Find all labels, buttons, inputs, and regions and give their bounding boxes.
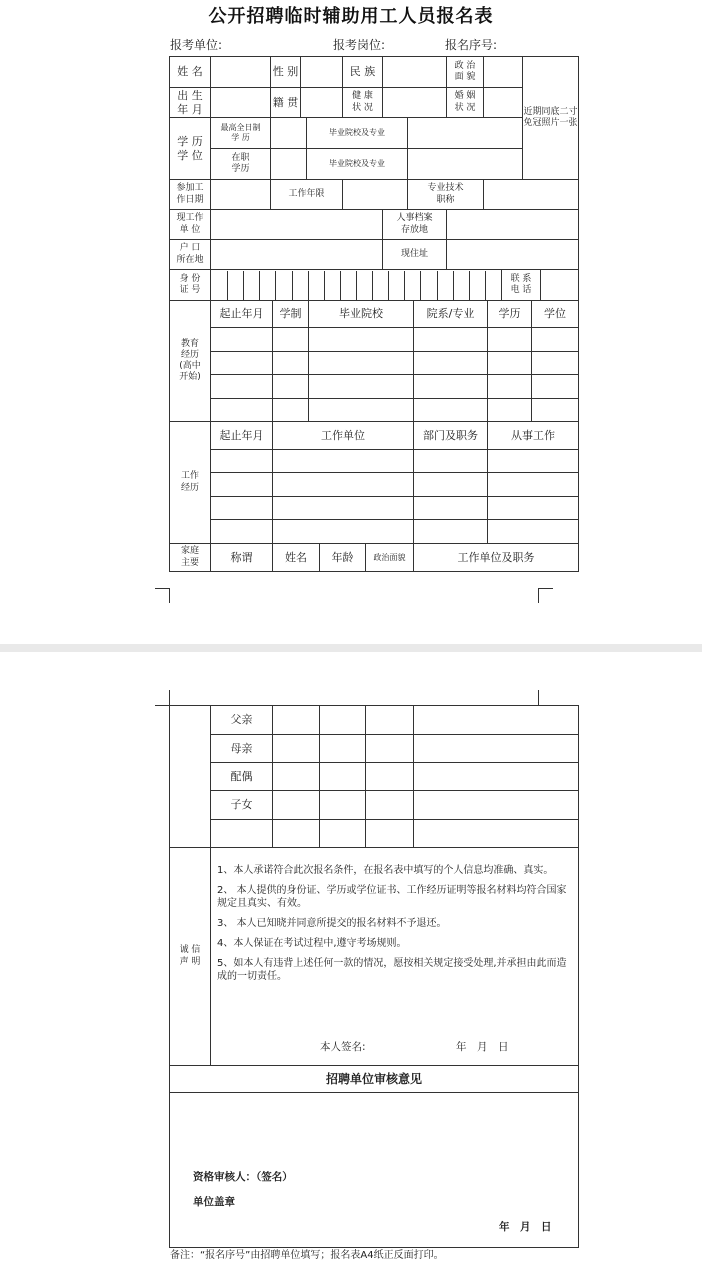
id-number-field[interactable] — [211, 270, 502, 301]
reviewer-label: 资格审核人：（签名） — [193, 1171, 293, 1183]
id-digit-boxes — [211, 271, 501, 300]
marital-field[interactable] — [484, 88, 523, 118]
current-unit-field[interactable] — [211, 210, 383, 240]
cell[interactable] — [273, 706, 320, 735]
cell[interactable] — [366, 763, 414, 791]
school-major-field-1[interactable] — [408, 118, 523, 149]
cell[interactable] — [273, 735, 320, 763]
current-unit-label: 现工作 单 位 — [170, 210, 211, 240]
work-date-label: 参加工 作日期 — [170, 180, 211, 210]
cell[interactable] — [414, 820, 579, 848]
edu-col-edu: 学历 — [488, 301, 532, 328]
form-title: 公开招聘临时辅助用工人员报名表 — [208, 6, 494, 27]
cell[interactable] — [273, 375, 309, 399]
unit-seal-label: 单位盖章 — [193, 1196, 235, 1208]
cell[interactable] — [309, 399, 414, 422]
health-label: 健 康 状 况 — [343, 88, 383, 118]
cell[interactable] — [414, 399, 488, 422]
cell[interactable] — [414, 450, 488, 473]
cell[interactable] — [320, 735, 366, 763]
cell[interactable] — [488, 520, 579, 544]
declaration-item-2: 2、 本人提供的身份证、学历或学位证书、工作经历证明等报名材料均符合国家规定且真实、有效。 — [217, 885, 567, 909]
family-col-relation: 称谓 — [211, 544, 273, 572]
work-col-unit: 工作单位 — [273, 422, 414, 450]
family-col-unit: 工作单位及职务 — [414, 544, 579, 572]
cell[interactable] — [414, 706, 579, 735]
school-major-label-2: 毕业院校及专业 — [307, 149, 408, 180]
table-row — [170, 520, 579, 544]
fulltime-edu-field[interactable] — [271, 118, 307, 149]
table-row — [170, 473, 579, 497]
declaration-item-3: 3、 本人已知晓并同意所提交的报名材料不予退还。 — [217, 918, 447, 929]
cell[interactable] — [273, 791, 320, 820]
archive-field[interactable] — [447, 210, 579, 240]
health-field[interactable] — [383, 88, 447, 118]
edu-col-major: 院系/专业 — [414, 301, 488, 328]
relation-spouse: 配偶 — [211, 763, 273, 791]
review-date: 年 月 日 — [499, 1221, 552, 1233]
fulltime-edu-label: 最高全日制 学 历 — [211, 118, 271, 149]
onjob-edu-label: 在职 学历 — [211, 149, 271, 180]
table-row — [170, 375, 579, 399]
edu-col-school: 毕业院校 — [309, 301, 414, 328]
birth-field[interactable] — [211, 88, 271, 118]
edu-col-degree: 学位 — [532, 301, 579, 328]
school-major-label-1: 毕业院校及专业 — [307, 118, 408, 149]
name-label: 姓 名 — [170, 57, 211, 88]
declaration-label: 诚 信 声 明 — [170, 848, 211, 1066]
table-row — [170, 706, 579, 735]
phone-field[interactable] — [541, 270, 579, 301]
school-major-field-2[interactable] — [408, 149, 523, 180]
table-row — [170, 791, 579, 820]
political-label: 政 治 面 貌 — [447, 57, 484, 88]
cell[interactable] — [532, 328, 579, 352]
declaration-item-1: 1、本人承诺符合此次报名条件，在报名表中填写的个人信息均准确、真实。 — [217, 865, 554, 876]
declaration-item-5: 5、如本人有违背上述任何一款的情况，愿按相关规定接受处理,并承担由此而造成的一切责任。 — [217, 958, 567, 982]
footnote: 备注：“报名序号”由招聘单位填写；报名表A4纸正反面打印。 — [170, 1250, 444, 1261]
political-field[interactable] — [484, 57, 523, 88]
cell[interactable] — [273, 520, 414, 544]
cell[interactable] — [320, 706, 366, 735]
table-row — [170, 735, 579, 763]
pro-title-label: 专业技术 职称 — [408, 180, 484, 210]
cell[interactable] — [488, 375, 532, 399]
cell[interactable] — [414, 735, 579, 763]
work-years-label: 工作年限 — [271, 180, 343, 210]
work-years-field[interactable] — [343, 180, 408, 210]
id-number-label: 身 份 证 号 — [170, 270, 211, 301]
ethnic-field[interactable] — [383, 57, 447, 88]
work-table — [169, 421, 579, 544]
relation-mother: 母亲 — [211, 735, 273, 763]
table-row — [170, 450, 579, 473]
table-row — [170, 497, 579, 520]
origin-field[interactable] — [301, 88, 343, 118]
cell[interactable] — [532, 375, 579, 399]
cell[interactable] — [488, 497, 579, 520]
archive-label: 人事档案 存放地 — [383, 210, 447, 240]
phone-label: 联 系 电 话 — [502, 270, 541, 301]
cell[interactable] — [414, 791, 579, 820]
table-row — [170, 328, 579, 352]
marital-label: 婚 姻 状 况 — [447, 88, 484, 118]
cell[interactable] — [273, 450, 414, 473]
cell[interactable] — [320, 763, 366, 791]
cell[interactable] — [273, 763, 320, 791]
cell[interactable] — [366, 791, 414, 820]
crop-mark — [538, 690, 553, 706]
cell[interactable] — [309, 328, 414, 352]
cell[interactable] — [488, 328, 532, 352]
work-date-field[interactable] — [211, 180, 271, 210]
address-field[interactable] — [447, 240, 579, 270]
cell[interactable] — [366, 706, 414, 735]
crop-mark — [538, 588, 553, 603]
review-title: 招聘单位审核意见 — [170, 1066, 579, 1093]
cell[interactable] — [488, 399, 532, 422]
cell[interactable] — [273, 352, 309, 375]
work-section-label: 工作 经历 — [170, 422, 211, 544]
cell[interactable] — [211, 497, 273, 520]
serial-number-label: 报名序号: — [445, 38, 498, 52]
family-table — [169, 705, 579, 848]
gender-field[interactable] — [301, 57, 343, 88]
cell[interactable] — [414, 352, 488, 375]
cell[interactable] — [211, 473, 273, 497]
cell[interactable] — [211, 352, 273, 375]
cell[interactable] — [414, 763, 579, 791]
cell[interactable] — [320, 791, 366, 820]
cell[interactable] — [414, 520, 488, 544]
table-row — [170, 763, 579, 791]
crop-mark — [155, 690, 170, 706]
pro-title-field[interactable] — [484, 180, 579, 210]
cell[interactable] — [309, 375, 414, 399]
page-gap — [0, 644, 702, 652]
cell[interactable] — [273, 497, 414, 520]
address-label: 现住址 — [383, 240, 447, 270]
ethnic-label: 民 族 — [343, 57, 383, 88]
cell[interactable] — [273, 328, 309, 352]
relation-father: 父亲 — [211, 706, 273, 735]
apply-post-label: 报考岗位: — [333, 38, 386, 52]
hukou-field[interactable] — [211, 240, 383, 270]
apply-unit-label: 报考单位: — [170, 38, 223, 52]
cell[interactable] — [211, 328, 273, 352]
cell[interactable] — [532, 352, 579, 375]
cell[interactable] — [273, 473, 414, 497]
education-table — [169, 300, 579, 422]
declaration-text — [211, 848, 579, 1066]
family-section-label: 家庭 主要 — [170, 544, 211, 572]
family-label-continued — [170, 706, 211, 848]
cell[interactable] — [414, 328, 488, 352]
education-section-label: 教育 经历 (高中 开始) — [170, 301, 211, 422]
self-signature-label: 本人签名: — [320, 1041, 366, 1053]
cell[interactable] — [320, 820, 366, 848]
declaration-table — [169, 847, 579, 1248]
family-col-age: 年龄 — [320, 544, 366, 572]
cell[interactable] — [414, 473, 488, 497]
cell[interactable] — [532, 399, 579, 422]
edu-col-length: 学制 — [273, 301, 309, 328]
self-signature-date: 年 月 日 — [456, 1041, 509, 1053]
edu-col-period: 起止年月 — [211, 301, 273, 328]
cell[interactable] — [366, 735, 414, 763]
photo-box[interactable]: 近期同底二寸 免冠照片一张 — [523, 57, 579, 180]
onjob-edu-field[interactable] — [271, 149, 307, 180]
education-degree-label: 学 历 学 位 — [170, 118, 211, 180]
cell[interactable] — [309, 352, 414, 375]
relation-children: 子女 — [211, 791, 273, 820]
hukou-label: 户 口 所在地 — [170, 240, 211, 270]
table-row — [170, 399, 579, 422]
name-field[interactable] — [211, 57, 271, 88]
cell[interactable] — [273, 820, 320, 848]
cell[interactable] — [414, 375, 488, 399]
work-col-period: 起止年月 — [211, 422, 273, 450]
cell[interactable] — [211, 520, 273, 544]
cell[interactable] — [211, 375, 273, 399]
relation-other[interactable] — [211, 820, 273, 848]
cell[interactable] — [211, 450, 273, 473]
family-header-table — [169, 543, 579, 572]
work-col-job: 从事工作 — [488, 422, 579, 450]
work-col-dept: 部门及职务 — [414, 422, 488, 450]
registration-form-page1 — [169, 56, 579, 301]
declaration-item-4: 4、本人保证在考试过程中,遵守考场规则。 — [217, 938, 407, 949]
crop-mark — [155, 588, 170, 603]
family-col-name: 姓名 — [273, 544, 320, 572]
table-row — [170, 820, 579, 848]
cell[interactable] — [366, 820, 414, 848]
cell[interactable] — [488, 450, 579, 473]
gender-label: 性 别 — [271, 57, 301, 88]
cell[interactable] — [211, 399, 273, 422]
cell[interactable] — [273, 399, 309, 422]
cell[interactable] — [414, 497, 488, 520]
family-col-political: 政治面貌 — [366, 544, 414, 572]
cell[interactable] — [488, 473, 579, 497]
origin-label: 籍 贯 — [271, 88, 301, 118]
table-row — [170, 352, 579, 375]
birth-label: 出 生 年 月 — [170, 88, 211, 118]
cell[interactable] — [488, 352, 532, 375]
